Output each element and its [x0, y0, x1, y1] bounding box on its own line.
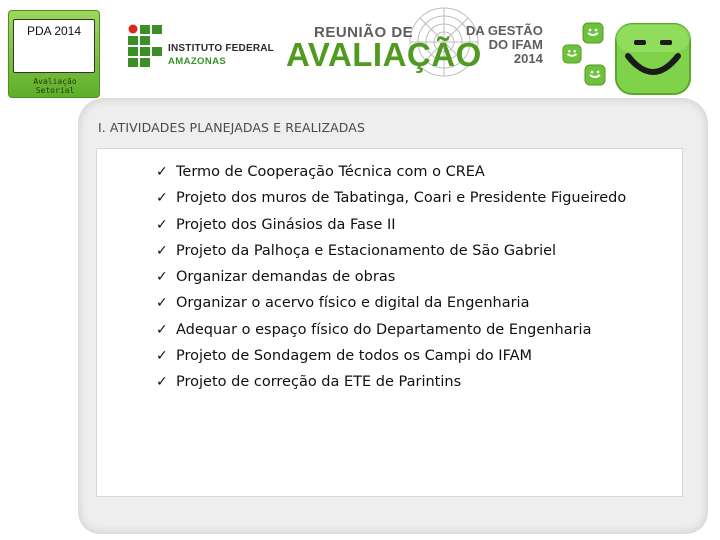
list-item: [156, 346, 626, 372]
list-item: [156, 320, 626, 346]
smiley-icon: [582, 22, 604, 44]
list-item: [156, 215, 626, 241]
event-title-prefix: REUNIÃO DE: [314, 24, 414, 41]
institute-state: AMAZONAS: [168, 56, 227, 67]
event-title: AVALIAÇÃO: [286, 36, 482, 73]
list-item-text: Projeto de Sondagem de todos os Campi do IFAM: [176, 348, 533, 365]
checkmark-icon: ✓: [156, 295, 168, 312]
checkmark-icon: ✓: [156, 269, 168, 286]
event-subtitle: [466, 24, 543, 66]
list-item-text: Termo de Cooperação Técnica com o CREA: [176, 164, 485, 180]
event-subtitle-line3: 2014: [513, 51, 543, 66]
checkmark-icon: ✓: [156, 190, 168, 207]
list-item: [156, 372, 626, 398]
checkmark-icon: ✓: [156, 216, 168, 233]
list-item-text: Projeto da Palhoça e Estacionamento de São Gabriel: [176, 242, 557, 259]
institute-name: INSTITUTO FEDERAL: [168, 43, 274, 54]
list-item: [156, 162, 626, 188]
list-item-text: Organizar demandas de obras: [176, 269, 396, 286]
checkmark-icon: ✓: [156, 348, 168, 365]
list-item: [156, 188, 626, 214]
list-item: [156, 241, 626, 267]
smiley-icon: [584, 64, 606, 86]
smiley-icon: [614, 22, 692, 96]
pda-sublabel: Avaliação Setorial: [33, 77, 77, 95]
checkmark-icon: ✓: [156, 374, 168, 391]
pda-label: PDA 2014: [13, 19, 95, 73]
list-item-text: Projeto dos Ginásios da Fase II: [176, 216, 396, 233]
list-item-text: Projeto de correção da ETE de Parintins: [176, 374, 462, 391]
section-title: I. ATIVIDADES PLANEJADAS E REALIZADAS: [98, 120, 365, 135]
pda-badge: [8, 10, 100, 98]
event-subtitle-line1: DA GESTÃO: [466, 23, 543, 38]
checkmark-icon: ✓: [156, 242, 168, 259]
list-item-text: Projeto dos muros de Tabatinga, Coari e Presidente Figueiredo: [176, 190, 627, 207]
checkmark-icon: ✓: [156, 321, 168, 338]
list-item-text: Adequar o espaço físico do Departamento de Engenharia: [176, 321, 592, 338]
activities-list: [156, 162, 626, 399]
checkmark-icon: ✓: [156, 164, 168, 180]
smiley-icon: [562, 44, 582, 64]
list-item-text: Organizar o acervo físico e digital da Engenharia: [176, 295, 530, 312]
event-subtitle-line2: DO IFAM: [488, 37, 543, 52]
list-item: [156, 267, 626, 293]
institute-logo-icon: [128, 24, 164, 68]
list-item: [156, 293, 626, 319]
